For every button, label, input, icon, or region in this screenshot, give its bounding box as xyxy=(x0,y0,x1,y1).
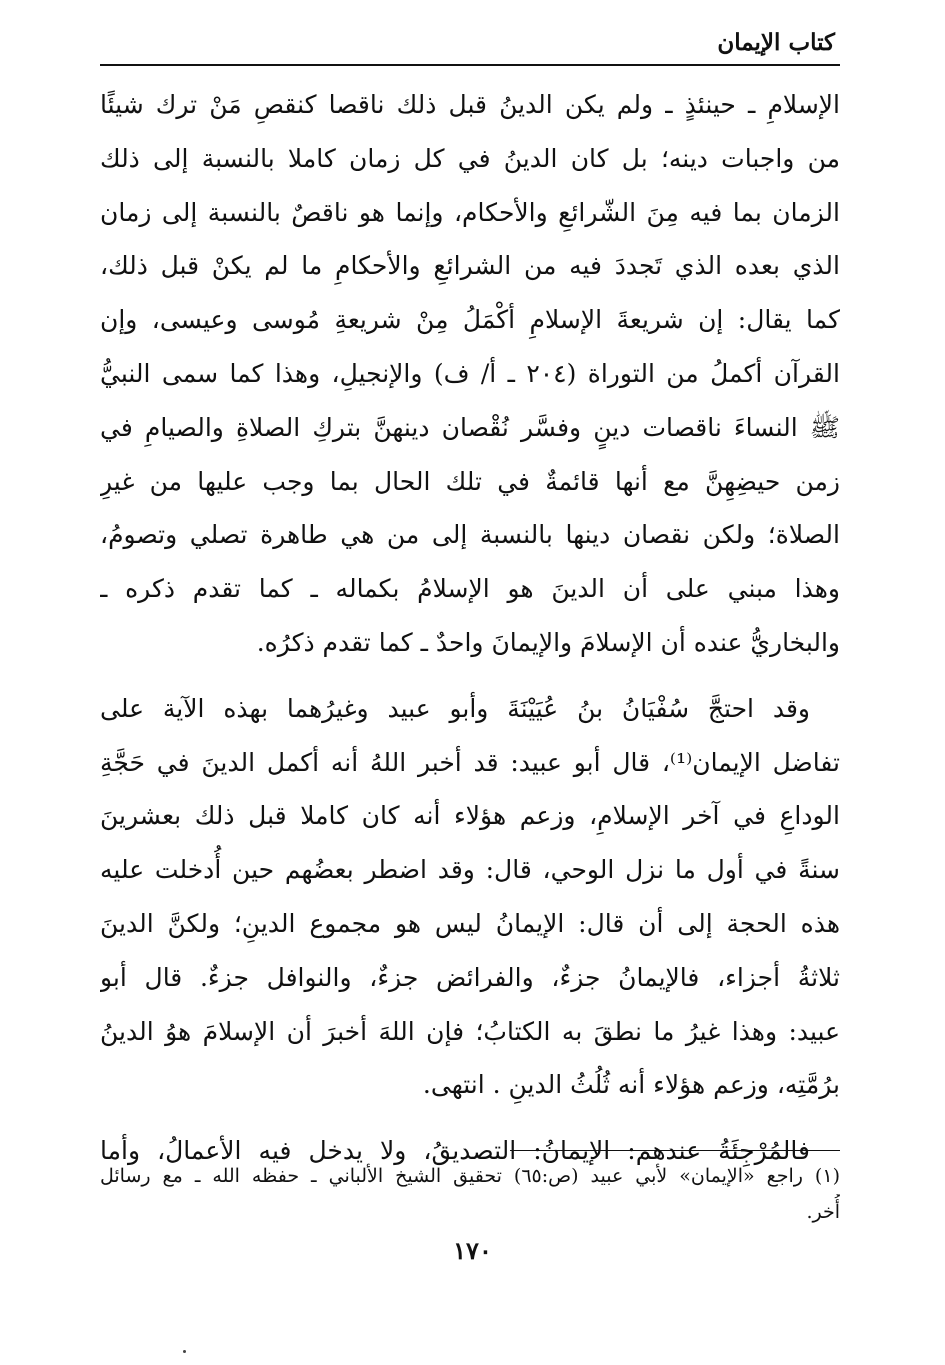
text-line: الوداعِ في آخر الإسلامِ، وزعم هؤلاء أنه كان كاملا قبل ذلك بعشرينَ xyxy=(100,801,840,831)
header-rule xyxy=(100,64,840,66)
text-line: سنةً في أول ما نزل الوحي، قال: وقد اضطر بعضُهم حين أُدخلت عليه xyxy=(100,855,840,885)
text-line: الذي بعده الذي تَجددَ فيه من الشرائعِ والأحكامِ ما لم يكنْ قبل ذلك، xyxy=(100,251,840,281)
text-line: تفاضل الإيمان⁽¹⁾، قال أبو عبيد: قد أخبر اللهُ أنه أكمل الدينَ في حَجَّةِ xyxy=(100,747,840,777)
text-line: ﷺ النساءَ ناقصات دينٍ وفسَّر نُقْصان دينهنَّ بتركِ الصلاةِ والصيامِ في xyxy=(100,412,840,442)
text-line: وقد احتجَّ سُفْيَانُ بنُ عُيَيْنَةَ وأبو عبيد وغيرُهما بهذه الآية على xyxy=(100,693,810,723)
text-line: الإسلامِ ـ حينئذٍ ـ ولم يكن الدينُ قبل ذلك ناقصا كنقصِ مَنْ ترك شيئًا xyxy=(100,90,840,119)
text-line: من واجبات دينه؛ بل كان الدينُ في كل زمان كاملا بالنسبة إلى ذلك xyxy=(100,143,840,173)
text-line: القرآن أكملُ من التوراة (٢٠٤ ـ أ/ ف) والإنجيلِ، وهذا كما سمى النبيُّ xyxy=(100,358,840,388)
footnote-line: (١) راجع «الإيمان» لأبي عبيد (ص:٦٥) تحقيق الشيخ الألباني ـ حفظه الله ـ مع رسائل xyxy=(100,1165,840,1187)
footnote-rule xyxy=(510,1150,840,1151)
text-line: هذه الحجة إلى أن قال: الإيمانُ ليس هو مجموع الدينِ؛ ولكنَّ الدينَ xyxy=(100,908,840,938)
text-line: الزمان بما فيه مِنَ الشّرائعِ والأحكام، وإنما هو ناقصٌ بالنسبة إلى زمان xyxy=(100,197,840,227)
scan-speck xyxy=(183,1350,186,1353)
text-line: ثلاثةُ أجزاء، فالإيمانُ جزءٌ، والفرائض جزءٌ، والنوافل جزءٌ. قال أبو xyxy=(100,962,840,992)
paragraph-gap xyxy=(100,670,840,682)
text-line: وهذا مبني على أن الدينَ هو الإسلامُ بكماله ـ كما تقدم ذكره ـ xyxy=(100,574,840,604)
text-line: عبيد: وهذا غيرُ ما نطقَ به الكتابُ؛ فإن اللهَ أخبرَ أن الإسلامَ هوُ الدينُ xyxy=(100,1016,840,1046)
footnote xyxy=(100,1158,840,1230)
text-line: فالمُرْجِئَةُ عندهم: الإيمانُ: التصديقُ، ولا يدخل فيه الأعمالُ، وأما xyxy=(100,1136,810,1166)
text-line: والبخاريُّ عنده أن الإسلامَ والإيمانَ واحدٌ ـ كما تقدم ذكرُه. xyxy=(256,627,840,657)
paragraph-2 xyxy=(100,682,840,1112)
text-line: برُمَّتِه، وزعم هؤلاء أنه ثُلُثُ الدينِ . انتهى. xyxy=(422,1070,840,1100)
footnote-line: أُخر. xyxy=(806,1201,840,1223)
page-number: ١٧٠ xyxy=(453,1236,492,1265)
running-header-title: كتاب الإيمان xyxy=(717,29,835,56)
paragraph-1 xyxy=(100,78,840,670)
main-text xyxy=(100,78,840,1178)
text-line: زمن حيضِهِنَّ مع أنها قائمةٌ في تلك الحال بما وجب عليها من غيرِ xyxy=(100,466,840,496)
text-line: الصلاة؛ ولكن نقصان دينها بالنسبة إلى من هي طاهرة تصلي وتصومُ، xyxy=(100,520,840,550)
text-line: كما يقال: إن شريعةَ الإسلامِ أكْمَلُ مِنْ شريعةِ مُوسى وعيسى، وإن xyxy=(100,305,840,335)
paragraph-gap xyxy=(100,1112,840,1124)
